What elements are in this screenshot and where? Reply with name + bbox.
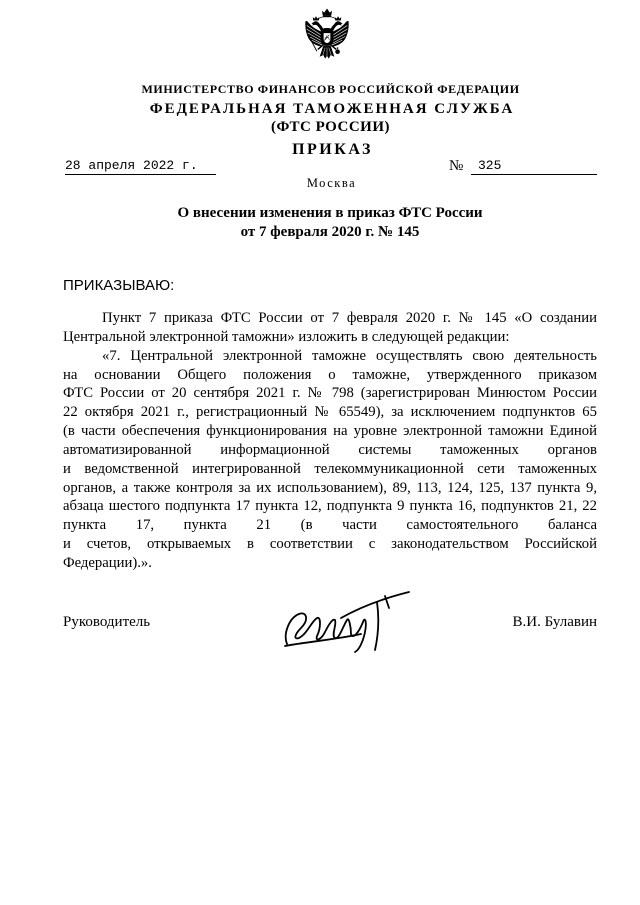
paragraph: [63, 309, 597, 347]
body-line: Федерации).».: [63, 554, 152, 571]
order-number: 325: [478, 158, 502, 173]
coat-of-arms-icon: [304, 7, 350, 67]
signatory-position: Руководитель: [63, 614, 151, 630]
body-line: «7. Центральной электронной таможне осуществлять свою деятельность: [102, 347, 597, 364]
title-line: О внесении изменения в приказ ФТС России: [177, 205, 483, 221]
date-underline: [65, 174, 216, 175]
title-line: от 7 февраля 2020 г. № 145: [240, 224, 420, 240]
city: Москва: [306, 176, 357, 190]
service-name: ФЕДЕРАЛЬНАЯ ТАМОЖЕННАЯ СЛУЖБА: [149, 101, 515, 117]
order-title: [63, 204, 597, 242]
ministry-name: МИНИСТЕРСТВО ФИНАНСОВ РОССИЙСКОЙ ФЕДЕРАЦИИ: [141, 82, 520, 96]
body-line: и счетов, открываемых в соответствии с законодательством Российской: [63, 536, 597, 553]
body-line: органов, а также контроля за их использованием), 89, 113, 124, 125, 137 пункта 9,: [63, 479, 597, 496]
body-line: Центральной электронной таможни» изложить в следующей редакции:: [63, 328, 510, 345]
quoted-paragraph: [63, 347, 597, 573]
body-line: 22 октября 2021 г., регистрационный № 65549), за исключением подпунктов 65: [63, 404, 597, 421]
body-line: абзаца шестого подпункта 17 пункта 12, подпункта 9 пункта 16, подпунктов 21, 22: [63, 498, 597, 515]
body-line: (в части обеспечения функционирования на уровне электронной таможни Единой: [63, 423, 597, 440]
number-sign: №: [449, 158, 464, 174]
signature-icon: [281, 588, 413, 656]
order-body: [63, 309, 597, 573]
signatory-name: В.И. Булавин: [512, 614, 597, 630]
document-type: ПРИКАЗ: [292, 141, 373, 158]
order-date: 28 апреля 2022 г.: [65, 158, 198, 173]
body-line: на основании Общего положения о таможне, утвержденного приказом: [63, 366, 597, 383]
directive: ПРИКАЗЫВАЮ:: [63, 277, 175, 294]
service-abbreviation: (ФТС РОССИИ): [270, 119, 390, 135]
body-line: пункта 17, пункта 21 (в части самостоятельного баланса: [63, 517, 597, 534]
body-line: и ведомственной интегрированной телекоммуникационной сети таможенных: [63, 460, 597, 477]
body-line: автоматизированной информационной системы таможенных органов: [63, 441, 597, 458]
number-underline: [471, 174, 597, 175]
body-line: ФТС России от 20 сентября 2021 г. № 798 (зарегистрирован Минюстом России: [63, 385, 597, 402]
body-line: Пункт 7 приказа ФТС России от 7 февраля 2020 г. № 145 «О создании: [102, 310, 597, 326]
